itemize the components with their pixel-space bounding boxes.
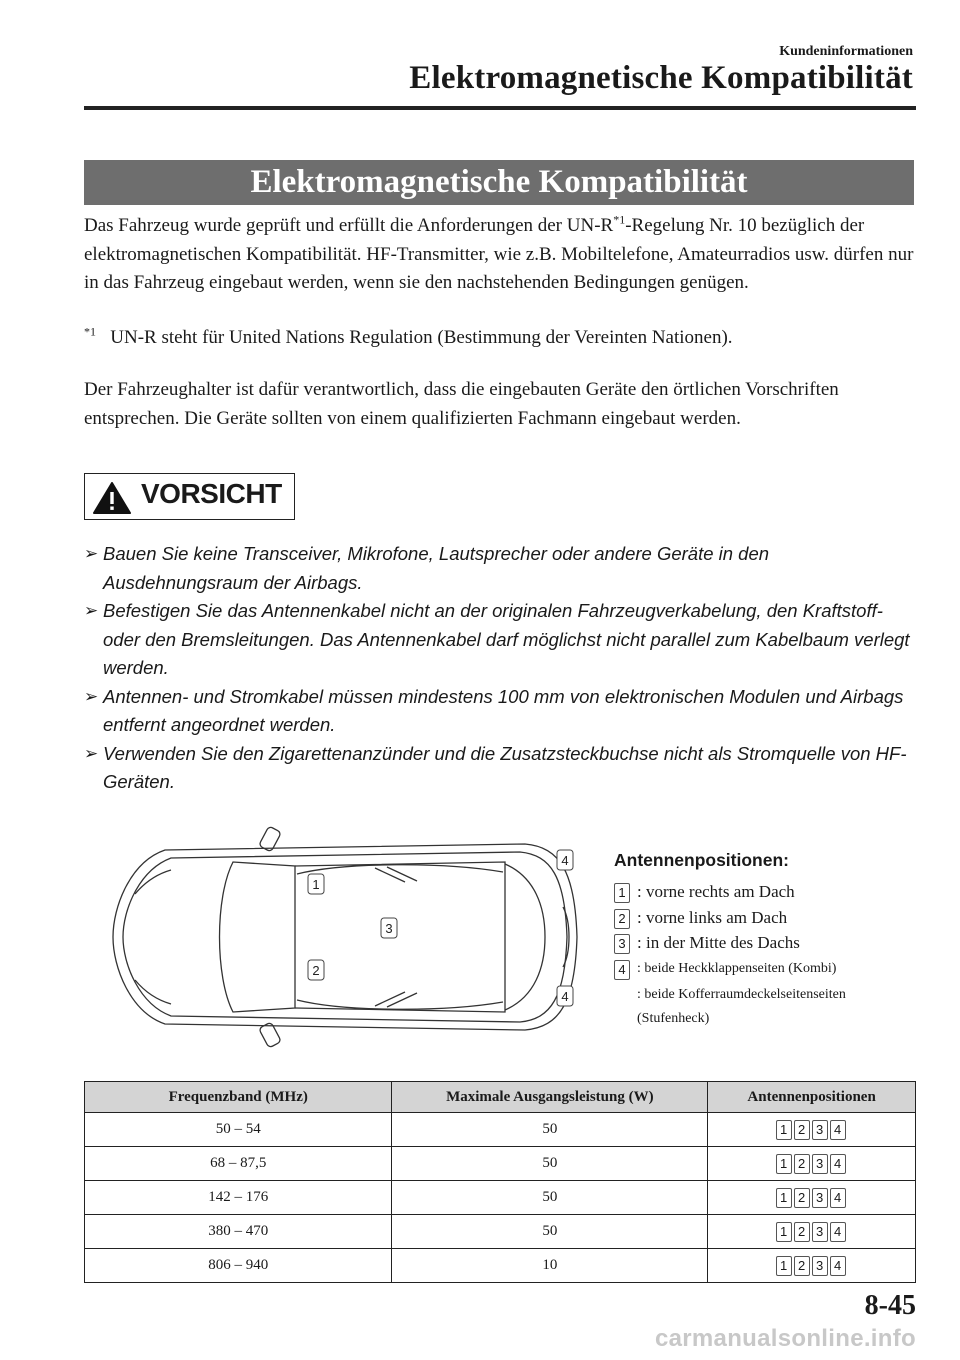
legend-marker: 3 xyxy=(614,934,630,954)
antenna-marker-4-top xyxy=(557,850,573,870)
caution-item-text: Bauen Sie keine Transceiver, Mikrofone, Lautsprecher oder andere Geräte in den Ausdehnungsraum der Airbags. xyxy=(103,543,770,593)
cell-positions xyxy=(708,1249,916,1283)
position-marker: 3 xyxy=(812,1222,828,1242)
position-marker: 2 xyxy=(794,1120,810,1140)
col-header-frequency: Frequenzband (MHz) xyxy=(85,1082,392,1113)
position-marker: 2 xyxy=(794,1222,810,1242)
caution-item xyxy=(84,740,916,797)
caution-item-text: Antennen- und Stromkabel müssen mindestens 100 mm von elektronischen Modulen und Airbags entfernt angeordnet werden. xyxy=(103,685,904,735)
cell-power: 50 xyxy=(392,1113,708,1147)
position-marker: 3 xyxy=(812,1120,828,1140)
warning-triangle-icon xyxy=(92,481,132,515)
cell-frequency: 142 – 176 xyxy=(85,1181,392,1215)
header-category: Kundeninformationen xyxy=(779,44,913,59)
antenna-marker-4-bottom-label: 4 xyxy=(561,989,569,1004)
intro-text-a: Das Fahrzeug wurde geprüft und erfüllt die Anforderungen der UN-R xyxy=(84,215,614,236)
footnote-marker: *1 xyxy=(84,324,96,339)
legend-continuation: : beide Kofferraumdeckelseitenseiten xyxy=(637,987,846,1002)
owner-paragraph: Der Fahrzeughalter ist dafür verantwortlich, dass die eingebauten Geräte den örtlichen Vorschriften entsprechen. Die Geräte sollten von einem qualifizierten Fachmann eingebaut werden. xyxy=(84,379,839,429)
cell-positions xyxy=(708,1147,916,1181)
frequency-table xyxy=(84,1081,916,1283)
cell-power: 50 xyxy=(392,1147,708,1181)
position-marker: 3 xyxy=(812,1188,828,1208)
page-number: 8-45 xyxy=(864,1290,916,1321)
table-row xyxy=(85,1147,916,1181)
footnote-text: UN-R steht für United Nations Regulation (Bestimmung der Vereinten Nationen). xyxy=(110,327,733,348)
caution-box xyxy=(84,473,295,520)
bullet-arrow-icon: ➢ xyxy=(84,601,99,620)
antenna-marker-2 xyxy=(308,960,324,980)
antenna-marker-3-label: 3 xyxy=(385,921,393,936)
legend-marker: 2 xyxy=(614,909,630,929)
position-marker: 1 xyxy=(776,1188,792,1208)
footnote xyxy=(84,324,916,353)
bullet-arrow-icon: ➢ xyxy=(84,544,99,563)
position-marker: 4 xyxy=(830,1256,846,1276)
cell-positions xyxy=(708,1215,916,1249)
legend-text: : vorne links am Dach xyxy=(637,907,788,927)
position-marker: 2 xyxy=(794,1188,810,1208)
legend-marker: 1 xyxy=(614,883,630,903)
antenna-marker-4-top-label: 4 xyxy=(561,853,569,868)
cell-frequency: 68 – 87,5 xyxy=(85,1147,392,1181)
position-marker: 4 xyxy=(830,1154,846,1174)
bullet-arrow-icon: ➢ xyxy=(84,686,99,706)
car-top-view-icon xyxy=(105,822,595,1052)
antenna-marker-3 xyxy=(381,918,397,938)
legend-text: : beide Heckklappenseiten (Kombi) xyxy=(637,960,837,976)
cell-frequency: 380 – 470 xyxy=(85,1215,392,1249)
position-marker: 1 xyxy=(776,1256,792,1276)
legend-title: Antennenpositionen: xyxy=(614,850,789,870)
legend-text: : vorne rechts am Dach xyxy=(637,882,795,901)
cell-frequency: 50 – 54 xyxy=(85,1113,392,1147)
position-marker: 2 xyxy=(794,1256,810,1276)
cell-positions xyxy=(708,1181,916,1215)
position-marker: 3 xyxy=(812,1154,828,1174)
caution-list xyxy=(84,540,916,797)
legend-continuation: (Stufenheck) xyxy=(637,1011,710,1026)
position-marker: 4 xyxy=(830,1188,846,1208)
watermark-link[interactable]: carmanualsonline.info xyxy=(654,1325,916,1352)
legend-item xyxy=(614,907,914,933)
antenna-marker-1-label: 1 xyxy=(312,877,320,892)
cell-power: 50 xyxy=(392,1181,708,1215)
caution-item xyxy=(84,597,916,683)
legend-item xyxy=(614,932,914,958)
cell-frequency: 806 – 940 xyxy=(85,1249,392,1283)
antenna-legend xyxy=(614,850,914,1031)
caution-item xyxy=(84,683,916,740)
intro-text-b: -Regelung Nr. 10 bezüglich der elektromagnetischen Kompatibilität. HF-Transmitter, wie z.B. Mobiltelefone, Amateurradios usw. dürfen nur in das Fahrzeug eingebaut werden, wenn sie den nachstehenden Bedingungen genügen. xyxy=(84,215,914,293)
legend-text: : in der Mitte des Dachs xyxy=(637,933,800,952)
intro-paragraph xyxy=(84,212,916,298)
table-header-row xyxy=(85,1082,916,1113)
col-header-power: Maximale Ausgangsleistung (W) xyxy=(392,1082,708,1113)
legend-item xyxy=(614,881,914,907)
position-marker: 1 xyxy=(776,1222,792,1242)
cell-power: 50 xyxy=(392,1215,708,1249)
bullet-arrow-icon: ➢ xyxy=(84,743,99,763)
table-row xyxy=(85,1113,916,1147)
cell-positions xyxy=(708,1113,916,1147)
legend-marker: 4 xyxy=(614,960,630,980)
section-title: Elektromagnetische Kompatibilität xyxy=(84,160,914,205)
table-row xyxy=(85,1249,916,1283)
position-marker: 3 xyxy=(812,1256,828,1276)
position-marker: 4 xyxy=(830,1120,846,1140)
position-marker: 1 xyxy=(776,1120,792,1140)
antenna-marker-1 xyxy=(308,874,324,894)
header-title: Elektromagnetische Kompatibilität xyxy=(409,60,913,96)
table-row xyxy=(85,1181,916,1215)
caution-label: VORSICHT xyxy=(141,478,282,509)
antenna-marker-4-bottom xyxy=(557,986,573,1006)
position-marker: 1 xyxy=(776,1154,792,1174)
caution-item xyxy=(84,540,916,597)
caution-item-text: Befestigen Sie das Antennenkabel nicht an der originalen Fahrzeugverkabelung, den Kraftstoff- oder den Bremsleitungen. Das Antennenkabel darf möglichst nicht parallel zum Kabelbaum verlegt werden. xyxy=(103,600,910,678)
cell-power: 10 xyxy=(392,1249,708,1283)
position-marker: 4 xyxy=(830,1222,846,1242)
table-row xyxy=(85,1215,916,1249)
legend-item xyxy=(614,958,914,984)
col-header-positions: Antennenpositionen xyxy=(708,1082,916,1113)
caution-item-text: Verwenden Sie den Zigarettenanzünder und die Zusatzsteckbuchse nicht als Stromquelle von HF-Geräten. xyxy=(103,742,907,792)
intro-footnote-ref: *1 xyxy=(613,212,626,227)
antenna-marker-2-label: 2 xyxy=(312,963,320,978)
header-divider xyxy=(84,106,916,110)
position-marker: 2 xyxy=(794,1154,810,1174)
